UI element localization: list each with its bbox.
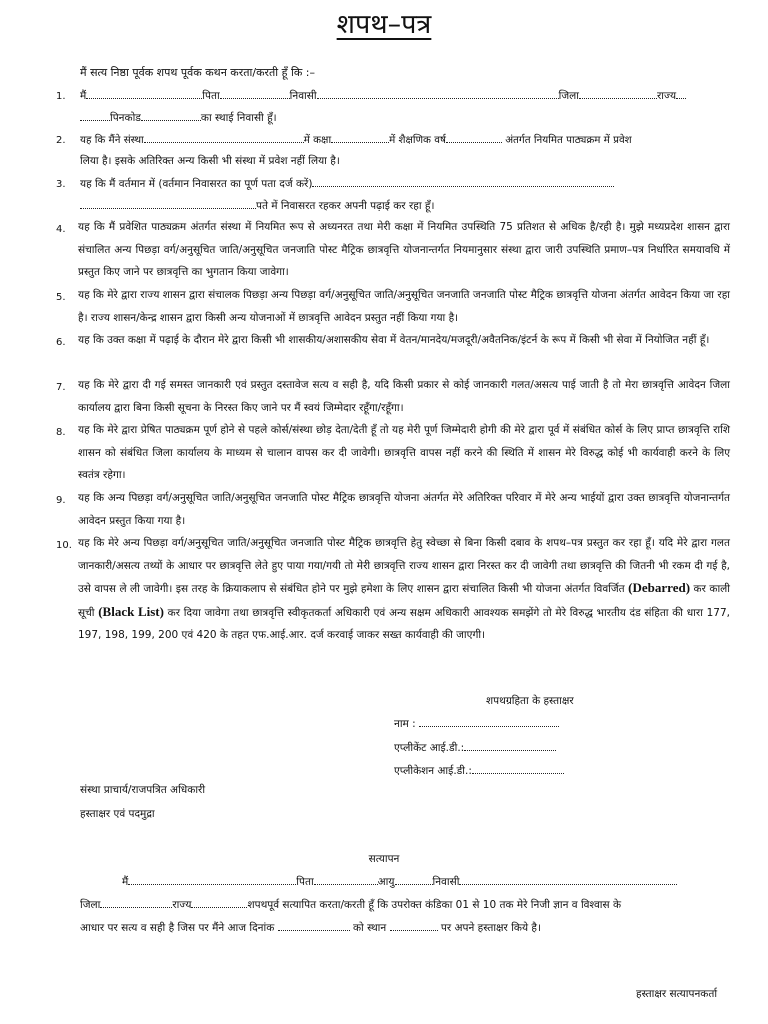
debarred-term: (Debarred) (628, 580, 691, 595)
verification-line-3 (80, 920, 541, 935)
item-1-resident-label: निवासी (289, 90, 317, 102)
verification-district-label: जिला (80, 899, 101, 911)
item-4-text: यह कि मैं प्रवेशित पाठ्यक्रम अंतर्गत संस्था में नियमित रूप से अध्यनरत तथा मेरी कक्षा में नियमित उपस्थिति 75 प्रतिशत से अधिक है/रही है। मुझे मध्यप्रदेश शासन द्वारा संचालित अन्य पिछड़ा वर्ग/अनुसूचित जाति/अनुसूचित जनजाति पोस्ट मैट्रिक छात्रवृत्ति योजनान्तर्गत नियमानुसार संस्था द्वारा जारी उपस्थिति प्रमाण–पत्र निर्धारित समयावधि में प्रस्तुत किए जाने पर छात्रवृत्ति का भुगतान किया जावेगा। (78, 221, 730, 278)
item-number: 1. (56, 91, 66, 102)
item-number: 2. (56, 135, 66, 146)
item-1-mai-label: मैं (80, 90, 87, 102)
item-1-pincode-label: पिनकोड (110, 112, 141, 124)
verification-place-label: को स्थान (352, 922, 387, 934)
item-2-line-2: लिया है। इसके अतिरिक्त अन्य किसी भी संस्था में प्रवेश नहीं लिया है। (80, 155, 340, 167)
item-5-text: यह कि मेरे द्वारा राज्य शासन द्वारा संचालक पिछड़ा अन्य पिछड़ा वर्ग/अनुसूचित जाति/अनुसूचित जनजाति जनजाति पोस्ट मैट्रिक छात्रवृत्ति योजना अंतर्गत आवेदन किया जा रहा है। राज्य शासन/केन्द्र शासन द्वारा किसी अन्य योजनाओं में छात्रवृत्ति आवेदन प्रस्तुत नहीं किया गया है। (78, 289, 730, 324)
district-blank (579, 88, 657, 99)
date-blank (278, 920, 350, 931)
black-list-term: (Black List) (98, 603, 164, 619)
verifier-age-blank (395, 874, 433, 885)
item-3-end: पते में निवासरत रहकर अपनी पढ़ाई कर रहा हूँ। (256, 200, 435, 212)
verification-father-label: पिता (296, 876, 314, 888)
verifier-father-blank (314, 874, 378, 885)
verification-mai-label: मैं (122, 876, 129, 888)
application-id-field (394, 763, 564, 778)
item-number: 9. (56, 495, 66, 506)
item-number: 8. (56, 427, 66, 438)
verifier-district-blank (100, 897, 172, 908)
verification-statement-2: आधार पर सत्य व सही है जिस पर मैंने आज दिनांक (80, 922, 275, 934)
item-10-part-b: कर काली सूची (78, 583, 731, 619)
item-1-district-label: जिला (558, 90, 579, 102)
item-8-text: यह कि मेरे द्वारा प्रेषित पाठ्यक्रम पूर्ण होने से पहले कोर्स/संस्था छोड़ देता/देती हूँ तो यह मेरी पूर्ण जिम्मेदारी होगी की मेरे द्वारा पूर्व में संबंधित कोर्स के लिए प्राप्त छात्रवृत्ति राशि शासन को संबंधित जिला कार्यालय के माध्यम से चालान वापस कर दी जावेगी। छात्रवृत्ति वापस नहीं करने की स्थिति में शासन मेरे विरुद्ध कोई भी कार्यवाही करने के लिए स्वतंत्र रहेगा। (78, 424, 730, 481)
applicant-id-blank (464, 740, 556, 751)
intro-statement: मैं सत्य निष्ठा पूर्वक शपथ पूर्वक कथन करता/करती हूँ कि :– (80, 66, 315, 79)
item-3-line-1 (80, 176, 614, 191)
item-number: 7. (56, 382, 66, 393)
item-3-address-label: यह कि मैं वर्तमान में (वर्तमान निवासरत का पूर्ण पता दर्ज करें) (80, 178, 313, 190)
item-2-class-label: में कक्षा (303, 134, 332, 146)
item-2-institution-label: यह कि मैंने संस्था (80, 134, 144, 146)
current-address-blank (312, 176, 614, 187)
item-9-text: यह कि अन्य पिछड़ा वर्ग/अनुसूचित जाति/अनुसूचित जनजाति पोस्ट मैट्रिक छात्रवृत्ति योजना अंतर्गत मेरे अतिरिक्त परिवार में मेरे अन्य भाईयों द्वारा उक्त छात्रवृत्ति योजनान्तर्गत आवेदन प्रस्तुत किया गया है। (78, 492, 730, 527)
verification-state-label: राज्य (172, 899, 192, 911)
application-id-blank (472, 763, 564, 774)
pincode-blank (141, 110, 201, 121)
item-number: 4. (56, 224, 66, 235)
deponent-signature-heading: शपथग्रहिता के हस्ताक्षर (486, 695, 574, 707)
address-blank (317, 88, 559, 99)
name-blank (86, 88, 202, 99)
page-title: शपथ–पत्र (336, 9, 432, 40)
verification-line-1 (122, 874, 677, 889)
item-1-line-2 (80, 110, 277, 125)
applicant-id-label: एप्लीकेंट आई.डी.: (394, 742, 465, 754)
application-id-label: एप्लीकेशन आई.डी.: (394, 765, 472, 777)
current-address-blank-2 (80, 198, 256, 209)
name-field (394, 716, 559, 731)
place-blank (390, 920, 438, 931)
signature-seal-label: हस्ताक्षर एवं पदमुद्रा (80, 808, 155, 820)
verifier-state-blank (191, 897, 247, 908)
item-3-line-2 (80, 198, 434, 213)
item-number: 10. (56, 540, 72, 551)
father-name-blank (220, 88, 290, 99)
item-number: 5. (56, 292, 66, 303)
item-2-year-label: में शैक्षणिक वर्ष (389, 134, 446, 146)
item-number: 3. (56, 179, 66, 190)
verification-age-label: आयु (377, 876, 395, 888)
item-1-state-label: राज्य (656, 90, 677, 102)
item-10-part-c: कर दिया जावेगा तथा छात्रवृत्ति स्वीकृतकर्ता अधिकारी एवं अन्य सक्षम अधिकारी आवश्यक समझेंगे तो मेरे विरुद्ध भारतीय दंड संहिता की धारा 177, 197, 198, 199, 200 एवं 420 के तहत एफ.आई.आर. दर्ज करवाई जाकर सख्त कार्यवाही की जाएगी। (78, 606, 730, 641)
applicant-id-field (394, 740, 556, 755)
verifier-address-blank (459, 874, 677, 885)
name-signature-blank (419, 716, 559, 727)
item-1-end: का स्थाई निवासी हूँ। (200, 112, 277, 124)
item-number: 6. (56, 337, 66, 348)
item-2-course-text: अंतर्गत नियमित पाठ्यक्रम में प्रवेश (505, 134, 632, 146)
verification-resident-label: निवासी (432, 876, 460, 888)
verification-statement-3: पर अपने हस्ताक्षर किये है। (440, 922, 541, 934)
item-1-father-label: पिता (202, 90, 220, 102)
institution-blank (144, 132, 304, 143)
verification-statement-1: शपथपूर्व सत्यापित करता/करती हूँ कि उपरोक्त कंडिका 01 से 10 तक मेरे निजी ज्ञान व विश्वास के (247, 899, 622, 911)
name-label: नाम : (394, 718, 416, 730)
item-1-line-1 (80, 88, 686, 103)
item-6-text: यह कि उक्त कक्षा में पढ़ाई के दौरान मेरे द्वारा किसी भी शासकीय/अशासकीय सेवा में वेतन/मानदेय/मजदूरी/अवैतनिक/इंटर्न के रूप में किसी भी सेवा में नियोजित नहीं हूँ। (78, 334, 710, 346)
verifier-signature-label: हस्ताक्षर सत्यापनकर्ता (636, 988, 718, 1000)
verifier-name-blank (128, 874, 296, 885)
academic-year-blank (446, 132, 502, 143)
item-10-text (78, 532, 730, 647)
item-2-line-1 (80, 132, 632, 147)
pre-pincode-blank (80, 110, 110, 121)
verification-heading: सत्यापन (368, 853, 400, 865)
state-blank (676, 88, 686, 99)
item-10-part-a: यह कि मेरे अन्य पिछड़ा वर्ग/अनुसूचित जाति/अनुसूचित जनजाति पोस्ट मैट्रिक छात्रवृत्ति हेतु स्वेच्छा से बिना किसी दबाव के शपथ–पत्र प्रस्तुत कर रहा हूँ। यदि मेरे द्वारा गलत जानकारी/असत्य तथ्यों के आधार पर छात्रवृत्ति लेते हुए पाया गया/गयी तो मेरी छात्रवृत्ति राज्य शासन द्वारा निरस्त कर दी जावेगी तथा छात्रवृत्ति की जितनी भी रकम दी गई है, उसे वापस ले ली जावेगी। इस तरह के क्रियाकलाप से संबंधित होने पर मुझे हमेशा के लिए शासन द्वारा संचालित किसी भी योजना अंतर्गत विवर्जित (78, 537, 730, 595)
class-blank (331, 132, 389, 143)
item-7-text: यह कि मेरे द्वारा दी गई समस्त जानकारी एवं प्रस्तुत दस्तावेज सत्य व सही है, यदि किसी प्रकार से कोई जानकारी गलत/असत्य पाई जाती है तो मेरा छात्रवृत्ति आवेदन जिला कार्यालय द्वारा बिना किसी सूचना के निरस्त किए जाने पर मैं स्वयं जिम्मेदार रहूँगा/रहूँगा। (78, 379, 730, 414)
institution-principal-label: संस्था प्राचार्य/राजपत्रित अधिकारी (80, 784, 206, 796)
verification-line-2 (80, 897, 621, 912)
